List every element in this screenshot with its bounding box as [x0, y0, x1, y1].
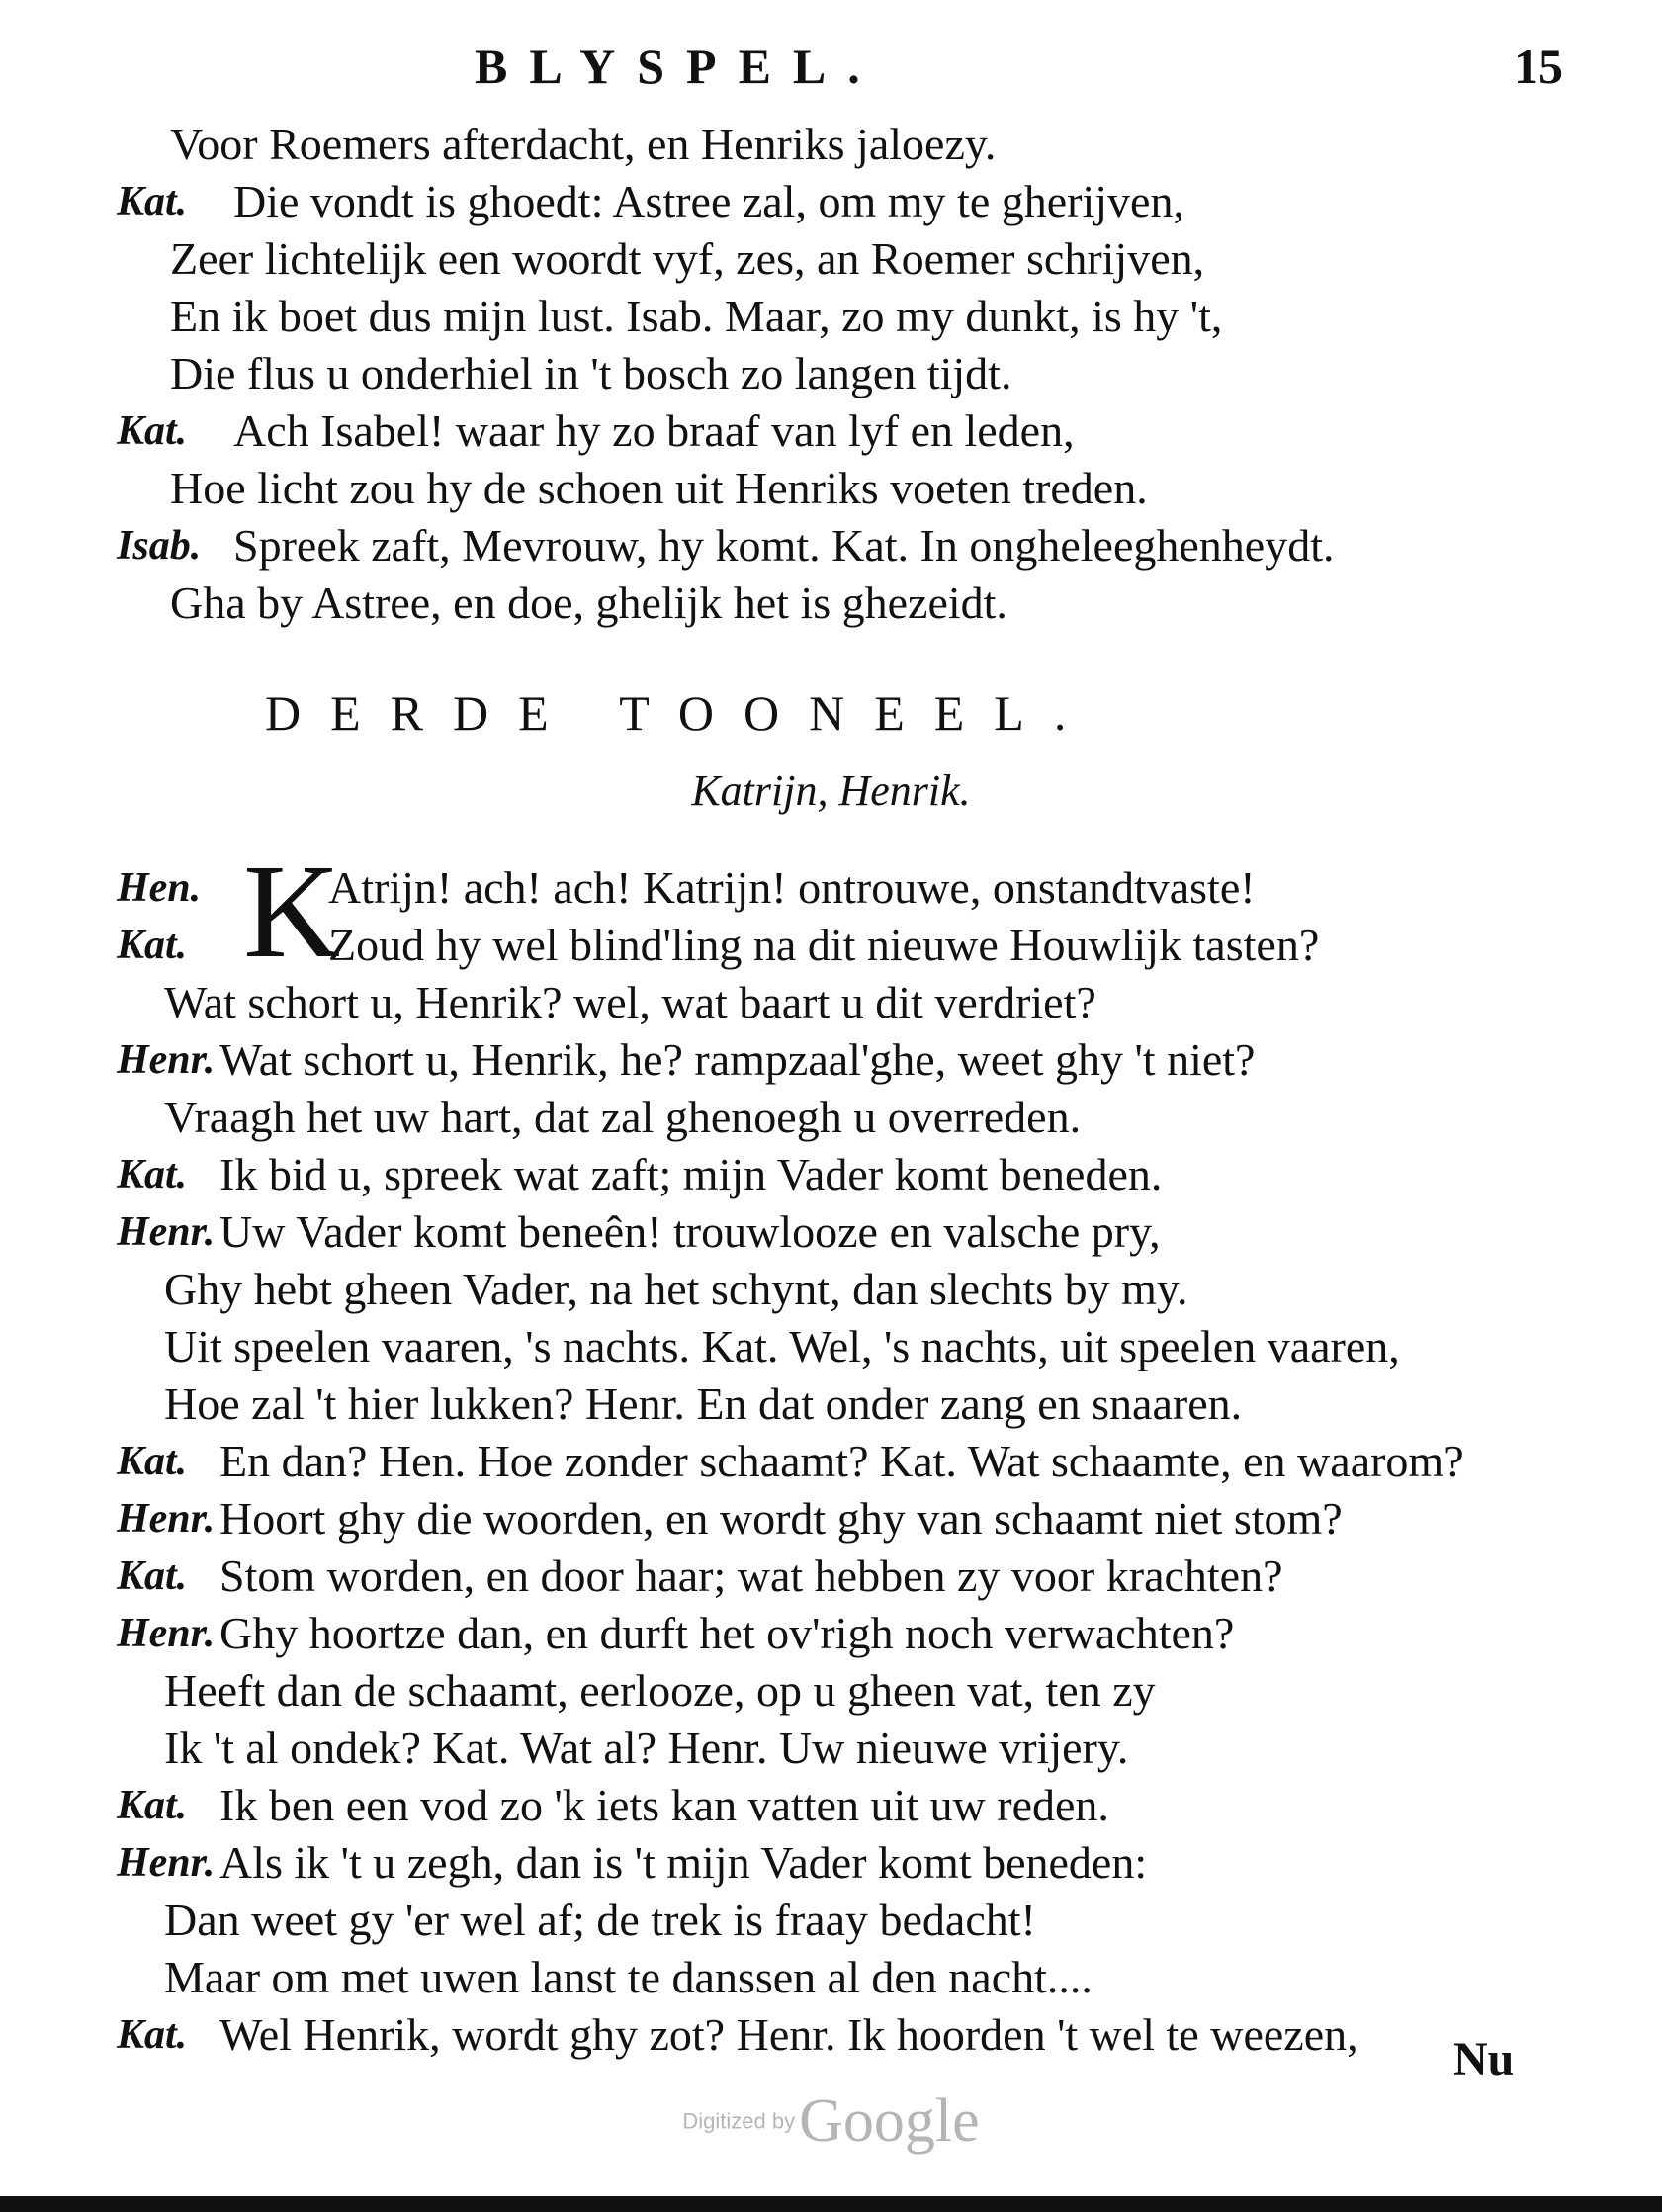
speaker-label: Henr. [117, 1209, 216, 1255]
watermark-prefix: Digitized by [682, 2108, 796, 2134]
speaker-label: Henr. [117, 1496, 216, 1542]
verse-text: Ghy hebt gheen Vader, na het schynt, dan slechts by my. [164, 1264, 1188, 1314]
verse-text: Spreek zaft, Mevrouw, hy komt. Kat. In ongheleeghenheydt. [233, 520, 1335, 571]
verse-text: Voor Roemers afterdacht, en Henriks jaloezy. [170, 119, 997, 169]
speaker-label: Henr. [117, 1840, 216, 1886]
speaker-label: Hen. [117, 865, 202, 911]
verse-text: Zeer lichtelijk een woordt vyf, zes, an Roemer schrijven, [170, 233, 1205, 284]
verse-text: Uit speelen vaaren, 's nachts. Kat. Wel, 's nachts, uit speelen vaaren, [164, 1321, 1400, 1371]
speaker-label: Henr. [117, 1611, 216, 1656]
verse-text: Die flus u onderhiel in 't bosch zo langen tijdt. [170, 348, 1012, 398]
speaker-label: Isab. [117, 523, 202, 569]
speaker-label: Kat. [117, 2012, 188, 2058]
verse-text: Dan weet gy 'er wel af; de trek is fraay bedacht! [164, 1895, 1036, 1945]
verse-text: Uw Vader komt beneên! trouwlooze en valsche pry, [219, 1206, 1161, 1257]
verse-text: Ghy hoortze dan, en durft het ov'righ noch verwachten? [219, 1608, 1235, 1658]
verse-text: Stom worden, en door haar; wat hebben zy voor krachten? [219, 1550, 1283, 1601]
verse-text: Zoud hy wel blind'ling na dit nieuwe Houwlijk tasten? [328, 920, 1320, 970]
verse-text: Hoe licht zou hy de schoen uit Henriks voeten treden. [170, 463, 1148, 513]
verse-text: Gha by Astree, en doe, ghelijk het is ghezeidt. [170, 577, 1007, 628]
scan-bottom-edge [0, 2196, 1662, 2212]
running-head: BLYSPEL. [475, 39, 882, 94]
digitized-watermark [0, 2086, 1662, 2157]
speaker-label: Kat. [117, 1553, 188, 1599]
verse-text: Wat schort u, Henrik? wel, wat baart u dit verdriet? [164, 977, 1096, 1027]
verse-text: Ik 't al ondek? Kat. Wat al? Henr. Uw nieuwe vrijery. [164, 1723, 1129, 1773]
verse-text: Wel Henrik, wordt ghy zot? Henr. Ik hoorden 't wel te weezen, [219, 2009, 1358, 2060]
speaker-label: Kat. [117, 408, 188, 454]
verse-text: Hoe zal 't hier lukken? Henr. En dat onder zang en snaaren. [164, 1378, 1243, 1429]
verse-text: Vraagh het uw hart, dat zal ghenoegh u overreden. [164, 1092, 1082, 1142]
drop-cap: K [243, 838, 341, 986]
verse-text: Hoort ghy die woorden, en wordt ghy van schaamt niet stom? [219, 1493, 1343, 1544]
verse-text: Heeft dan de schaamt, eerlooze, op u gheen vat, ten zy [164, 1665, 1156, 1716]
speaker-label: Kat. [117, 923, 188, 968]
verse-text: Maar om met uwen lanst te danssen al den nacht.... [164, 1952, 1093, 2002]
verse-text: Ach Isabel! waar hy zo braaf van lyf en leden, [233, 405, 1075, 456]
speaker-label: Henr. [117, 1037, 216, 1083]
speaker-label: Kat. [117, 1439, 188, 1484]
speaker-label: Kat. [117, 1783, 188, 1828]
verse-text: Die vondt is ghoedt: Astree zal, om my te gherijven, [233, 176, 1184, 226]
verse-text: En dan? Hen. Hoe zonder schaamt? Kat. Wat schaamte, en waarom? [219, 1436, 1464, 1486]
verse-text: En ik boet dus mijn lust. Isab. Maar, zo my dunkt, is hy 't, [170, 291, 1223, 341]
verse-text: Ik bid u, spreek wat zaft; mijn Vader komt beneden. [219, 1149, 1163, 1199]
watermark-logo: Google [799, 2087, 980, 2155]
verse-text: Wat schort u, Henrik, he? rampzaal'ghe, weet ghy 't niet? [219, 1034, 1256, 1085]
speaker-label: Kat. [117, 1152, 188, 1197]
verse-text: Atrijn! ach! ach! Katrijn! ontrouwe, onstandtvaste! [328, 862, 1256, 913]
scene-title: DERDE TOONEEL. [265, 685, 1096, 741]
scene-characters: Katrijn, Henrik. [691, 766, 971, 815]
page-number: 15 [1514, 39, 1563, 94]
speaker-label: Kat. [117, 179, 188, 224]
verse-text: Als ik 't u zegh, dan is 't mijn Vader komt beneden: [219, 1837, 1148, 1888]
verse-text: Ik ben een vod zo 'k iets kan vatten uit uw reden. [219, 1780, 1109, 1830]
catchword: Nu [1453, 2033, 1515, 2085]
